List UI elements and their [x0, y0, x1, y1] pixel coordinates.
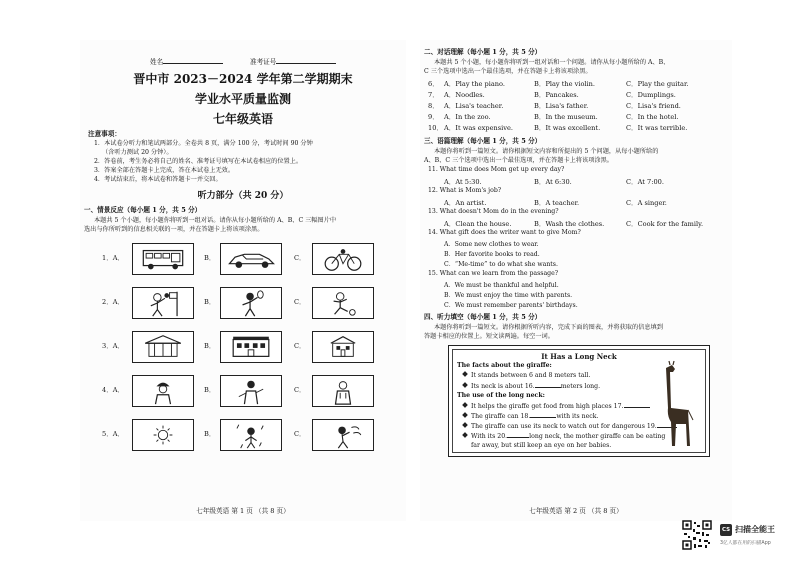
fact-text: Its neck is about 16.: [471, 383, 535, 390]
section2-instruction: 本题共 5 个小题，每小题你将听到一组对话和一个问题。请你从每小题所给的 A、B、: [434, 59, 670, 66]
note-line: 4．考试结束后，将本试卷和答题卡一并交回。: [94, 176, 222, 183]
option-c: C．In the hotel.: [626, 113, 679, 121]
note-line: （含听力测试 20 分钟）。: [102, 149, 173, 156]
option-a: A．Lisa's teacher.: [444, 102, 504, 110]
facts-heading: The facts about the giraffe:: [457, 362, 552, 369]
option-c: C．Play the guitar.: [626, 80, 689, 88]
use-text: With its 20.: [471, 433, 508, 440]
picture-weather-a: [132, 419, 194, 451]
option-c: C．Dumplings.: [626, 91, 676, 99]
page-footer: 七年级英语 第 2 页 （共 8 页）: [529, 507, 623, 515]
qr-code-icon: [682, 520, 712, 550]
use-text: far away, but still keep an eye on her babies.: [471, 442, 612, 449]
notes-title: 注意事项：: [88, 130, 121, 138]
section1-instruction: 本题共 5 个小题，每小题你将听到一组对话。请你从每小题所给的 A、B、C 三幅图片中: [94, 217, 337, 224]
option-b-label: B．: [204, 430, 216, 438]
option-c: C．Lisa's friend.: [626, 102, 681, 110]
option-b: B．Wash the clothes.: [534, 220, 605, 228]
section3-instruction: 本题你将听到一篇短文。请你根据短文内容和所提出的 5 个问题，从每小题所给的: [434, 148, 659, 155]
exam-page-1: [80, 40, 406, 521]
option-c: C．A singer.: [626, 199, 667, 207]
picture-person-rain: [220, 419, 282, 451]
bullet-icon: [462, 382, 468, 388]
use-text: The giraffe can use its neck to watch out for dangerous 19.: [471, 423, 657, 430]
option-b: B．In the museum.: [534, 113, 598, 121]
section4-instruction: 本题你将听到一篇短文。请你根据所听内容，完成下面的图表，并将获取的信息填到: [434, 324, 663, 331]
exam-subtitle: 学业水平质量监测: [194, 92, 291, 106]
option-a: A．At 5:30.: [444, 178, 482, 186]
id-label: 准考证号: [250, 58, 277, 66]
option-c-label: C．: [294, 254, 306, 262]
option-c-label: C．: [294, 298, 306, 306]
passage-question-13: 13. What doesn't Mom do in the evening?: [428, 208, 559, 215]
picture-temple: [132, 331, 194, 363]
section2-instruction: C 三个选项中选出一个最佳选项，并在答题卡上将该项涂黑。: [424, 68, 592, 75]
option-b: B．Play the violin.: [534, 80, 595, 88]
scanner-app-name: 扫描全能王: [735, 525, 775, 534]
option-c: C．It was terrible.: [626, 124, 688, 132]
picture-bicycle: [312, 243, 374, 275]
option-a: A．It was expensive.: [444, 124, 513, 132]
giraffe-image: [657, 360, 699, 448]
exam-title: 晋中市 2023－2024 学年第二学期期末: [133, 72, 353, 86]
picture-badminton: [220, 287, 282, 319]
option-c-label: C．: [294, 342, 306, 350]
option-b: B．Pancakes.: [534, 91, 579, 99]
use-item: [463, 402, 650, 410]
use-item: [463, 412, 598, 420]
question-number: 5．A．: [102, 430, 125, 438]
option-b: B．Her favorite books to read.: [444, 251, 540, 258]
picture-school: [312, 331, 374, 363]
option-a: A．In the zoo.: [444, 113, 491, 121]
blank-20: [507, 432, 529, 438]
question-number: 1．A．: [102, 254, 125, 262]
section1-instruction: 选出与你所听到的信息相关联的一项，并在答题卡上将该项涂黑。: [84, 226, 264, 233]
option-b: B．Lisa's father.: [534, 102, 589, 110]
use-text: It helps the giraffe get food from high places 17.: [471, 403, 624, 410]
section4-instruction: 答题卡相应的位置上。短文读两遍。每空一词。: [424, 333, 554, 340]
section3-title: 三、语篇理解（每小题 1 分，共 5 分）: [424, 137, 542, 145]
passage-question-11: 11. What time does Mom get up every day?: [428, 166, 565, 173]
section2-title: 二、对话理解（每小题 1 分，共 5 分）: [424, 48, 542, 56]
option-c-label: C．: [294, 430, 306, 438]
option-a: A．An artist.: [444, 199, 487, 207]
listening-title: 听力部分（共 20 分）: [197, 191, 289, 201]
fact-text: meters long.: [560, 383, 601, 390]
question-number: 7．: [428, 91, 439, 99]
option-b: B．At 6:30.: [534, 178, 572, 186]
scanner-logo: CS: [720, 524, 732, 536]
bullet-icon: [462, 432, 468, 438]
option-a: A．Noodles.: [444, 91, 485, 99]
fact-item: [463, 372, 590, 379]
blank-17: [624, 402, 650, 408]
giraffe-info-table: [448, 345, 710, 457]
bullet-icon: [462, 371, 468, 377]
passage-question-12: 12. What is Mom's job?: [428, 187, 502, 194]
option-c-label: C．: [294, 386, 306, 394]
option-b: B．A teacher.: [534, 199, 580, 207]
question-number: 2．A．: [102, 298, 125, 306]
passage-question-14: 14. What gift does the writer want to give Mom?: [428, 229, 581, 236]
note-line: 2．答卷前，考生务必将自己的姓名、准考证号填写在本试卷相应的位置上。: [94, 158, 303, 165]
section4-title: 四、听力填空（每小题 1 分，共 5 分）: [424, 313, 542, 321]
passage-question-15: 15. What can we learn from the passage?: [428, 270, 559, 277]
section1-title: 一、情景反应（每小题 1 分，共 5 分）: [84, 206, 202, 214]
use-text: The giraffe can 18.: [471, 413, 531, 420]
section3-instruction: A、B、C 三个选项中选出一个最佳选项，并在答题卡上将该项涂黑。: [424, 157, 613, 164]
fact-text: It stands between 6 and 8 meters tall.: [471, 372, 591, 379]
scanner-tagline: 3亿人都在用的扫描App: [720, 541, 771, 546]
use-item: [463, 432, 665, 440]
picture-basketball: [132, 287, 194, 319]
question-number: 10．: [428, 124, 443, 132]
exam-page-2: [420, 40, 732, 521]
use-text: long neck, the mother giraffe can be eating: [529, 433, 666, 440]
use-text: with its neck.: [556, 413, 599, 420]
option-c: C．At 7:00.: [626, 178, 664, 186]
question-number: 9．: [428, 113, 439, 121]
bullet-icon: [462, 402, 468, 408]
picture-car: [220, 243, 282, 275]
option-b-label: B．: [204, 342, 216, 350]
fact-item: [463, 382, 600, 390]
bullet-icon: [462, 412, 468, 418]
option-b-label: B．: [204, 254, 216, 262]
option-b-label: B．: [204, 386, 216, 394]
question-number: 3．A．: [102, 342, 125, 350]
option-a: A．Some new clothes to wear.: [444, 241, 539, 248]
picture-doctor: [312, 375, 374, 407]
question-number: 8．: [428, 102, 439, 110]
picture-soccer: [312, 287, 374, 319]
name-field: [150, 56, 223, 66]
picture-conductor: [220, 375, 282, 407]
exam-subject: 七年级英语: [212, 112, 273, 126]
note-line: 3．答案全部在答题卡上完成，答在本试卷上无效。: [94, 167, 235, 174]
option-c: C．“Me-time” to do what she wants.: [444, 261, 558, 268]
picture-person-wind: [312, 419, 374, 451]
option-b: B．We must enjoy the time with parents.: [444, 292, 573, 299]
option-c: C．We must remember parents' birthdays.: [444, 302, 578, 309]
option-a: A．Clean the house.: [444, 220, 512, 228]
option-a: A．Play the piano.: [444, 80, 506, 88]
id-field: [250, 56, 336, 66]
use-item: [463, 422, 677, 430]
option-c: C．Cook for the family.: [626, 220, 704, 228]
page-footer: 七年级英语 第 1 页 （共 8 页）: [196, 507, 290, 515]
option-b-label: B．: [204, 298, 216, 306]
question-number: 4．A．: [102, 386, 125, 394]
option-a: A．We must be thankful and helpful.: [444, 282, 559, 289]
picture-bus: [132, 243, 194, 275]
blank-16: [535, 382, 561, 388]
question-number: 6．: [428, 80, 439, 88]
blank-18: [530, 412, 556, 418]
option-b: B．It was excellent.: [534, 124, 601, 132]
picture-building: [220, 331, 282, 363]
table-title: It Has a Long Neck: [541, 352, 617, 361]
name-label: 姓名: [150, 58, 164, 66]
use-heading: The use of the long neck:: [457, 392, 545, 399]
picture-person-cap: [132, 375, 194, 407]
note-line: 1．本试卷分听力和笔试两部分。全卷共 8 页，满分 100 分，考试时间 90 分钟: [94, 140, 313, 147]
bullet-icon: [462, 422, 468, 428]
